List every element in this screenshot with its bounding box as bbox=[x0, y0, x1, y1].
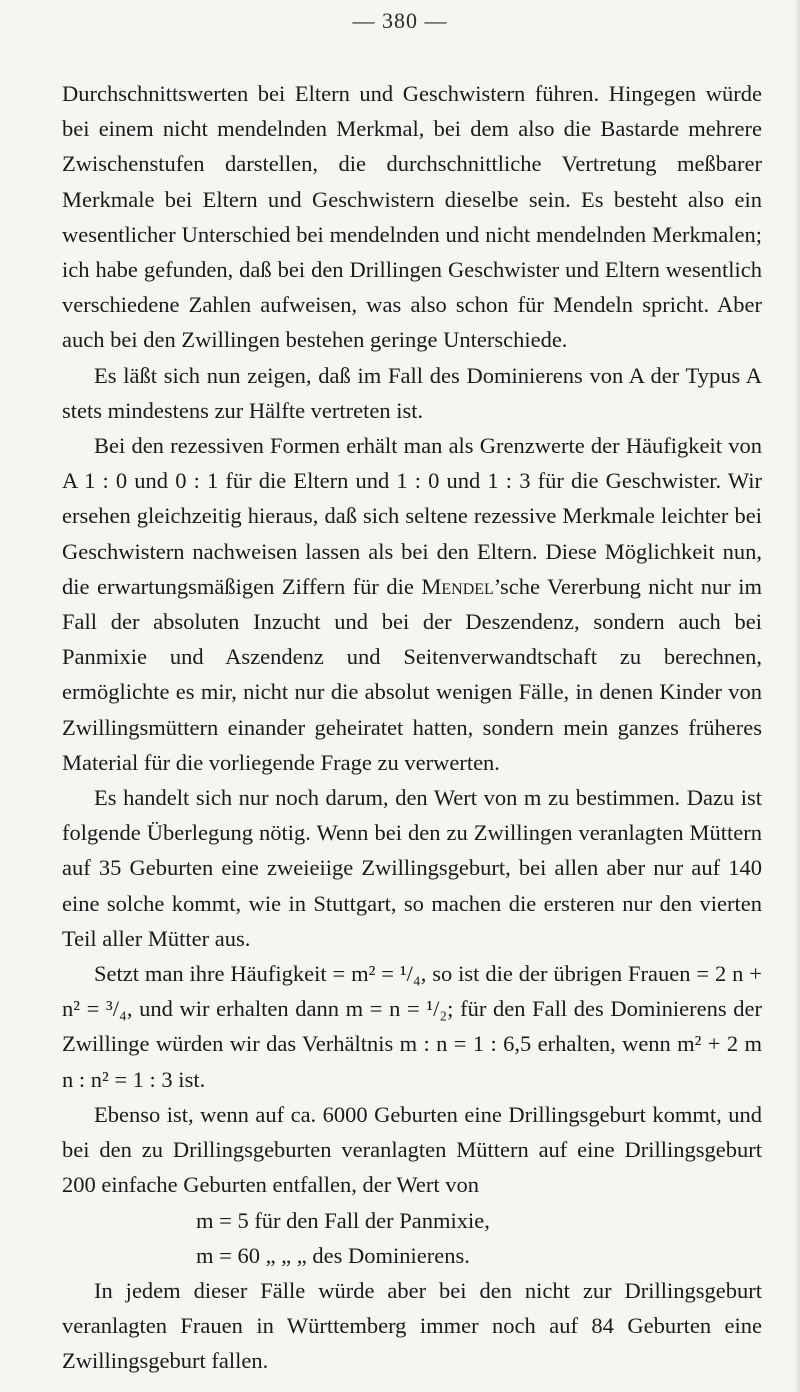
paragraph-7: In jedem dieser Fälle würde aber bei den nicht zur Drillingsgeburt veranlagten Frauen in Württemberg immer noch auf 84 Geburten eine Zwillingsgeburt fallen. bbox=[62, 1277, 762, 1374]
paragraph-1: Durchschnittswerten bei Eltern und Geschwistern führen. Hingegen würde bei einem nicht mendelnden Merkmal, bei dem also die Bastarde mehrere Zwischenstufen darstellen, die durchschnittliche Vertretung meßbarer Merkmale bei Eltern und Geschwistern dieselbe sein. Es besteht also ein wesentlicher Unterschied bei mendelnden und nicht mendelnden Merkmalen; ich habe gefunden, daß bei den Drillingen Geschwister und Eltern wesentlich verschiedene Zahlen aufweisen, was also schon für Mendeln spricht. Aber auch bei den Zwillingen bestehen geringe Unterschiede. bbox=[62, 81, 762, 353]
scan-edge-shadow bbox=[794, 0, 800, 1392]
formula-dominierens: m = 60 „ „ „ des Dominierens. bbox=[196, 1242, 470, 1268]
page-number: — 380 — bbox=[352, 8, 448, 33]
paragraph-4: Es handelt sich nur noch darum, den Wert von m zu bestimmen. Dazu ist folgende Überlegung nötig. Wenn bei den zu Zwillingen veranlagten Müttern auf 35 Geburten eine zweieiige Zwillingsgeburt, bei allen aber nur auf 140 eine solche kommt, wie in Stuttgart, so machen die ersteren nur den vierten Teil aller Mütter aus. bbox=[62, 785, 762, 951]
body-text bbox=[62, 76, 762, 1379]
paragraph-3-part-2: ’sche Vererbung nicht nur im Fall der absoluten Inzucht und bei der Deszendenz, sondern auch bei Panmixie und Aszendenz und Seitenverwandtschaft zu berechnen, ermöglichte es mir, nicht nur die absolut wenigen Fälle, in denen Kinder von Zwillingsmüttern einander geheiratet hatten, sondern mein ganzes früheres Material für die vorliegende Frage zu verwerten. bbox=[62, 573, 762, 775]
formula-panmixie: m = 5 für den Fall der Panmixie, bbox=[196, 1207, 490, 1233]
paragraph-3-part-1: Bei den rezessiven Formen erhält man als Grenzwerte der Häufigkeit von A 1 : 0 und 0 : 1 für die Eltern und 1 : 0 und 1 : 3 für die Geschwister. Wir ersehen gleichzeitig hieraus, daß sich seltene rezessive Merkmale leichter bei Geschwistern nachweisen lassen als bei den Eltern. Diese Möglichkeit nun, die erwartungsmäßigen Ziffern für die bbox=[62, 433, 762, 599]
paragraph-6: Ebenso ist, wenn auf ca. 6000 Geburten eine Drillingsgeburt kommt, und bei den zu Drillingsgeburten veranlagten Müttern auf eine Drillingsgeburt 200 einfache Geburten entfallen, der Wert von bbox=[62, 1101, 762, 1198]
paragraph-3 bbox=[62, 428, 762, 780]
paragraph-5: Setzt man ihre Häufigkeit = m² = ¹/₄, so ist die der übrigen Frauen = 2 n + n² = ³/₄, und wir erhalten dann m = n = ¹/₂; für den Fall des Dominierens der Zwillinge würden wir das Verhältnis m : n = 1 : 6,5 erhalten, wenn m² + 2 m n : n² = 1 : 3 ist. bbox=[62, 961, 762, 1092]
paragraph-2: Es läßt sich nun zeigen, daß im Fall des Dominierens von A der Typus A stets mindestens zur Hälfte vertreten ist. bbox=[62, 362, 762, 423]
author-name-mendel: Mendel bbox=[421, 573, 494, 599]
